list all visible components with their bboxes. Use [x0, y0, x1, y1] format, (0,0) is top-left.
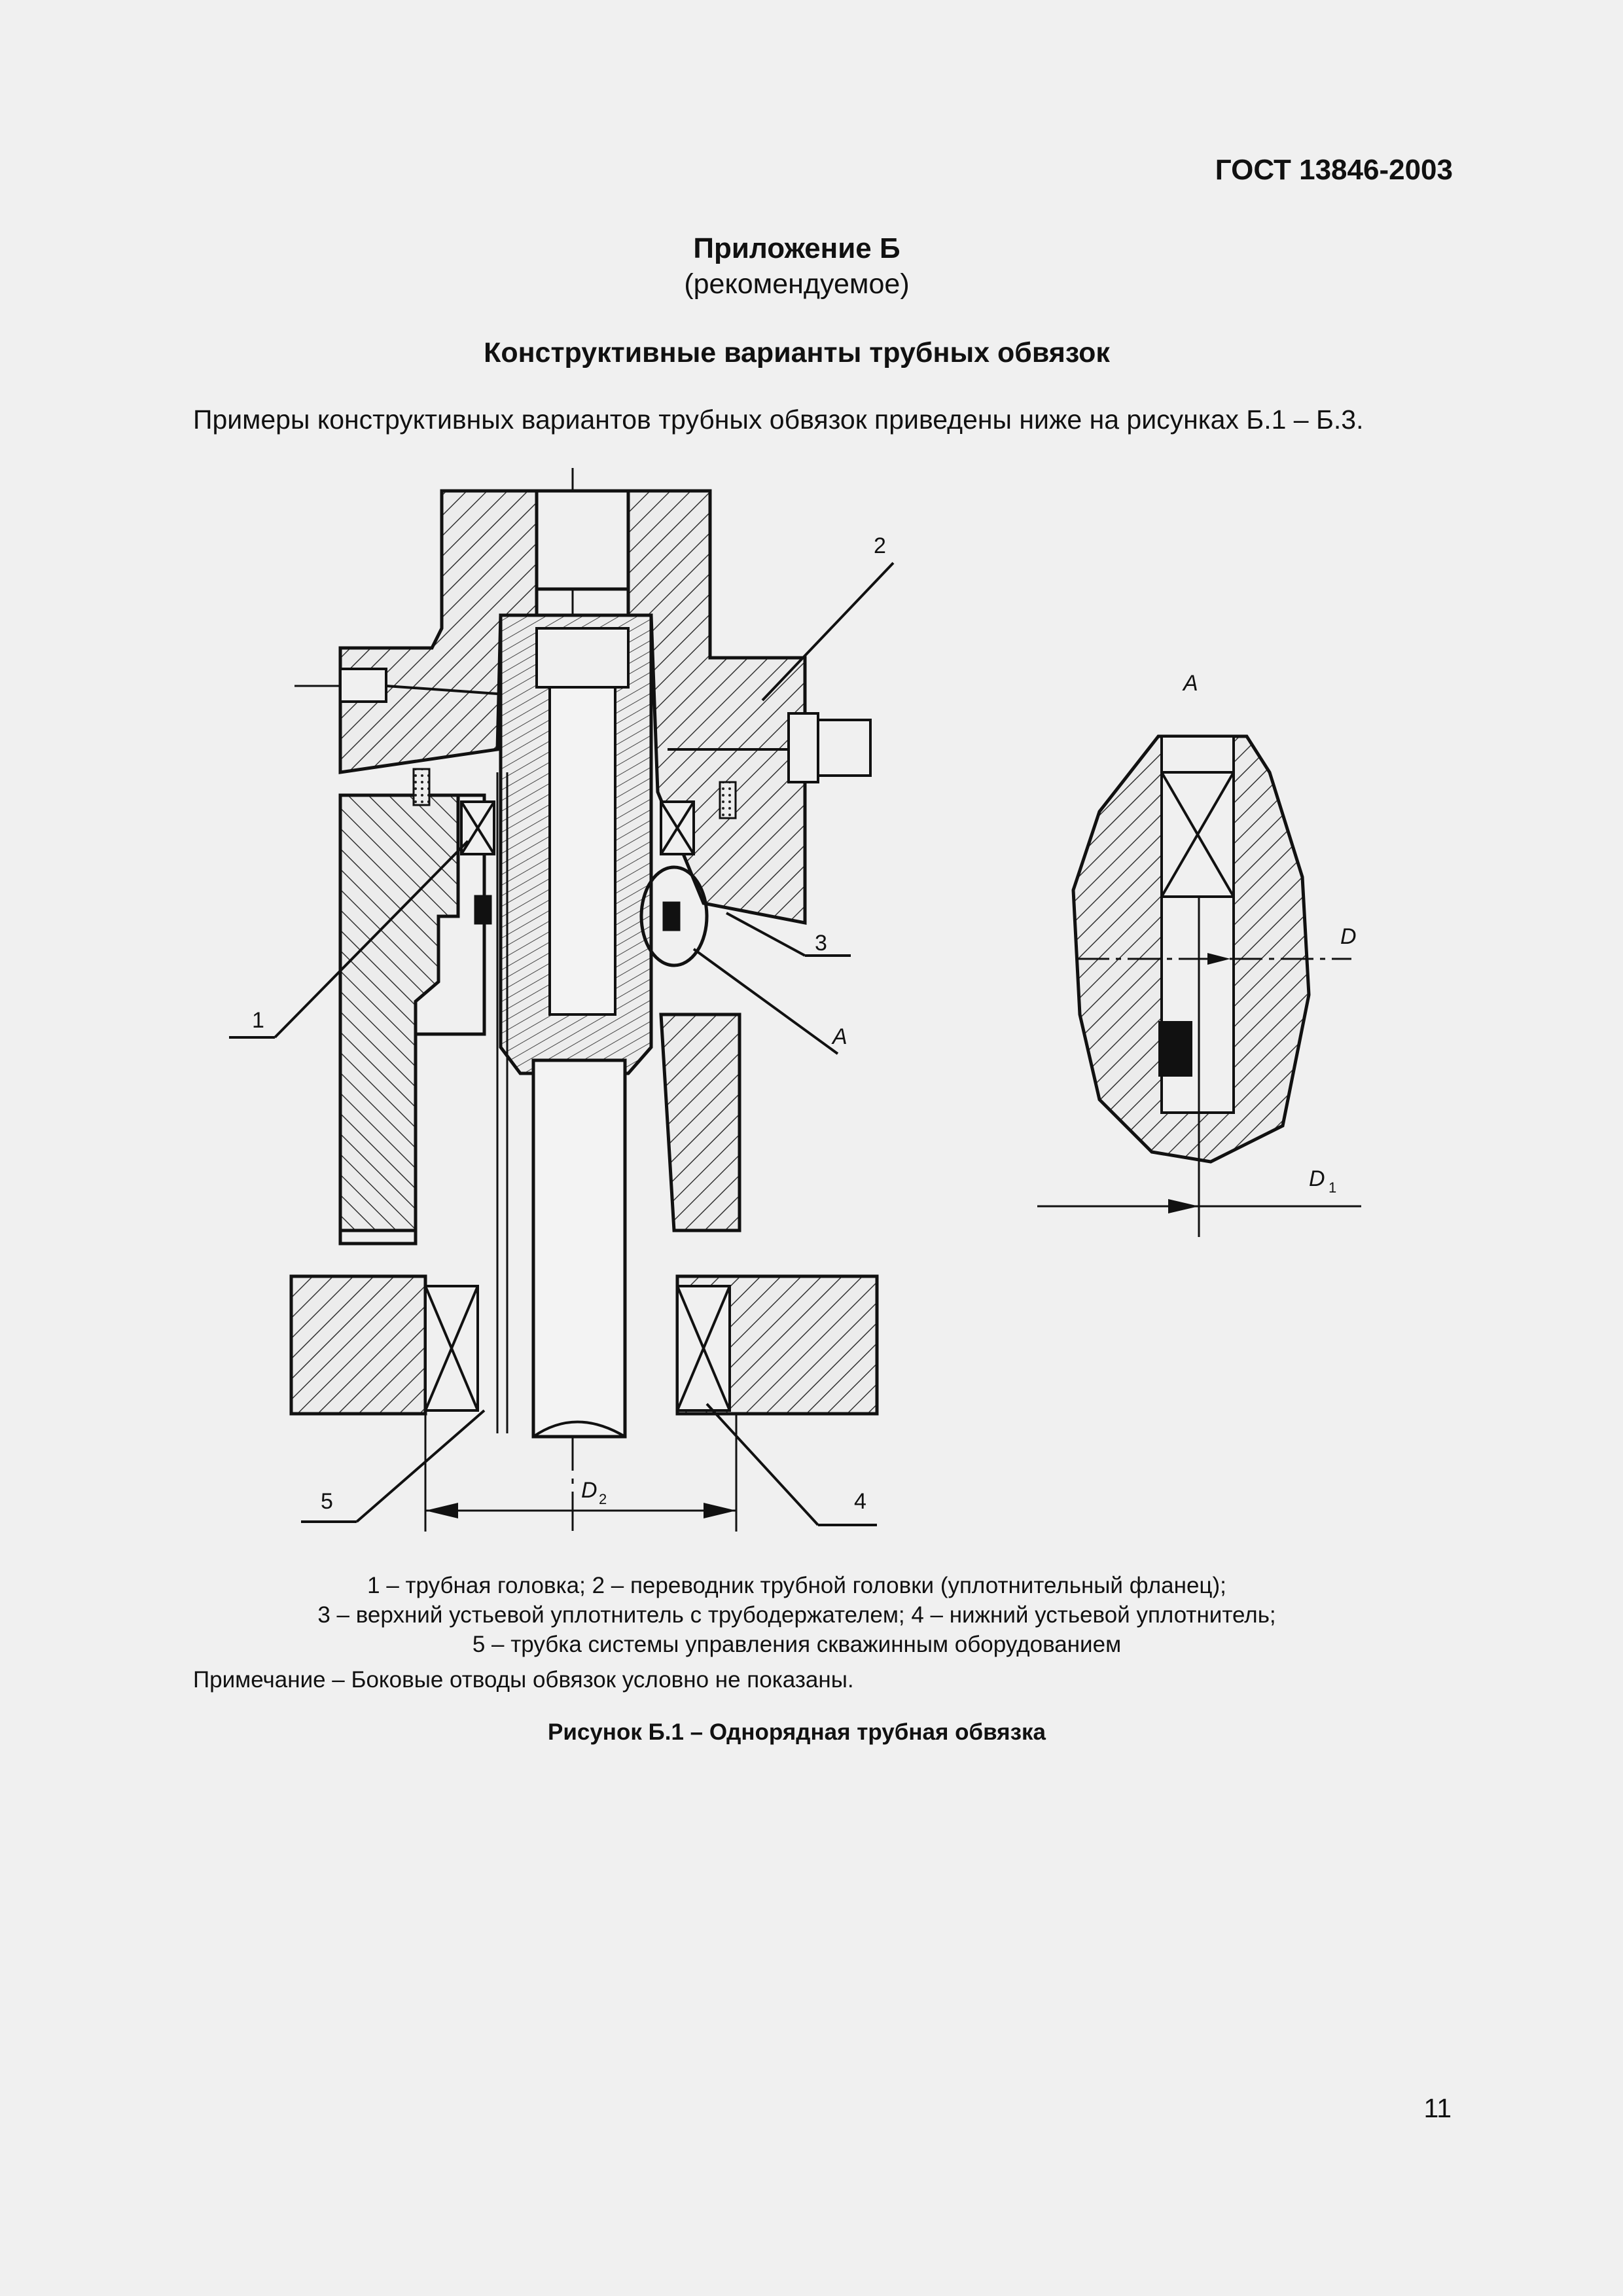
detail-a-view — [1037, 736, 1361, 1237]
adapter-right-section — [628, 491, 805, 923]
seal-ring-right — [664, 903, 679, 929]
label-a-callout: А — [832, 1024, 847, 1049]
top-nut-opening — [537, 491, 628, 589]
label-5: 5 — [321, 1489, 333, 1514]
fitting-body — [818, 720, 870, 776]
appendix-subtitle: (рекомендуемое) — [684, 268, 910, 300]
tubing-head-right-section — [661, 1014, 740, 1230]
label-d2-subscript: 2 — [599, 1491, 607, 1507]
page-number: 11 — [1423, 2093, 1452, 2123]
label-3: 3 — [815, 931, 827, 956]
figure-legend — [0, 1571, 1594, 1659]
test-port-left — [340, 669, 386, 702]
figure-caption: Рисунок Б.1 – Однорядная трубная обвязка — [548, 1719, 1046, 1745]
intro-paragraph: Примеры конструктивных вариантов трубных обвязок приведены ниже на рисунках Б.1 – Б.3. — [193, 404, 1364, 435]
label-4: 4 — [854, 1489, 866, 1514]
appendix-title: Приложение Б — [693, 232, 901, 264]
label-a-detail: А — [1183, 671, 1198, 696]
label-1: 1 — [252, 1008, 264, 1033]
leader-2 — [762, 563, 893, 700]
fitting-nut — [789, 713, 818, 782]
label-d: D — [1340, 924, 1357, 949]
standard-number: ГОСТ 13846-2003 — [1215, 154, 1453, 186]
tubing-pipe — [533, 1060, 625, 1437]
upper-seal-right — [661, 802, 694, 854]
main-section-view — [229, 468, 893, 1532]
upper-seal-left — [461, 802, 494, 854]
label-d2: D — [581, 1478, 597, 1503]
seal-ring-left — [476, 897, 490, 923]
leader-5 — [357, 1410, 484, 1522]
o-ring-left — [414, 769, 429, 805]
detail-seal-ring — [1158, 1021, 1192, 1077]
legend-line: 5 – трубка системы управления скважинным оборудованием — [472, 1632, 1122, 1657]
figure-note: Примечание – Боковые отводы обвязок условно не показаны. — [193, 1667, 854, 1693]
legend-line: 1 – трубная головка; 2 – переводник трубной головки (уплотнительный фланец); — [367, 1573, 1226, 1598]
hanger-top-collar — [537, 628, 628, 687]
section-title: Конструктивные варианты трубных обвязок — [484, 337, 1110, 368]
hanger-bore — [550, 687, 615, 1014]
label-2: 2 — [874, 533, 886, 558]
bottom-flange-left — [291, 1276, 425, 1414]
label-d1-subscript: 1 — [1329, 1179, 1337, 1196]
legend-line: 3 – верхний устьевой уплотнитель с трубодержателем; 4 – нижний устьевой уплотнитель; — [317, 1602, 1276, 1628]
label-d1: D — [1309, 1166, 1325, 1191]
lower-seal-pack-left — [425, 1286, 478, 1410]
o-ring-right — [720, 782, 736, 818]
leader-4 — [707, 1404, 818, 1525]
lower-seal-pack-right — [677, 1286, 730, 1410]
